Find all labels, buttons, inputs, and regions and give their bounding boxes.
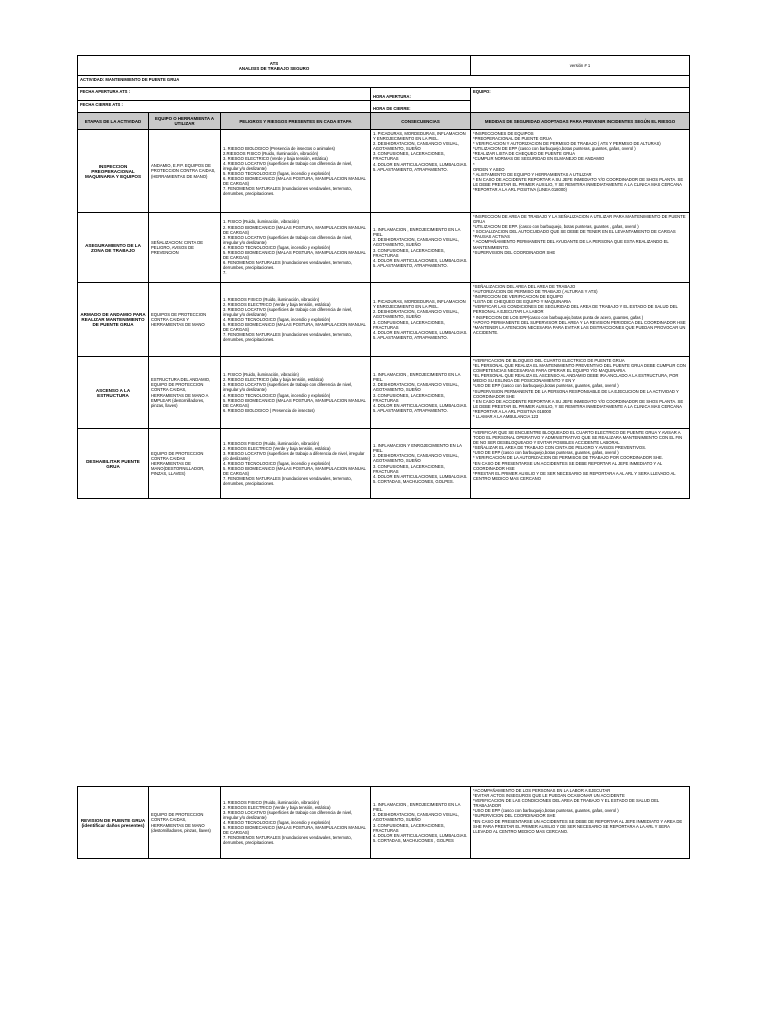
actividad-label: ACTIVIDAD: MANTENIMIENTO DE PUENTE GRUA bbox=[80, 77, 180, 82]
fecha-cierre-label: FECHA CIERRE ATS : bbox=[80, 102, 123, 107]
tools-cell: EQUIPO DE PROTECCION CONTRA CAIDAS HERRAMIENTAS DE MANO(DESTORNILLADOR, PINZAS, LLAVES) bbox=[149, 429, 221, 499]
title-analisis: ANALISIS DE TRABAJO SEGURO bbox=[238, 65, 310, 71]
tools-cell: EQUIPO DE PROTECCION CONTRA CAIDAS, HERRAMIENTAS DE MANO (destornilladores, pinzas, llaves) bbox=[149, 787, 221, 859]
ats-table bbox=[77, 55, 690, 499]
table-row bbox=[78, 787, 690, 859]
tools-cell: SEÑALIZACION: CINTA DE PELIGRO, AVISOS DE PREVENCION bbox=[149, 213, 221, 283]
measures-cell: *SEÑALIZACION DEL AREA DEL AREA DE TRABAJO *AUTORIZACION DE PERMISO DE TRABAJO ( ALTURAS Y ATS) *INSPECCION DE VERIFICACION DE EQUIPO *LISTA DE CHEQUEO DE EQUIPO Y MAQUINARIA *VERIFICAR LAS CONDICIONES DE SEGURIDAD DEL AREA DE TRABAJO Y EL ESTADO DE SALUD DEL PERSONAL A EJECUTAR LA LABOR * INSPECCION DE LOS EPP(casco con barbuquejo,botas punta de acero, guantes, gafas ) *APOYO PERMANENTE DEL SUPERVISOR DEL AREA Y LA REVISION PERIODICA DEL COORDINADOR HSE *MANTENER LA ATENCION NECESARIA PARA EVITAR LAS DISTRACCIONES QUE PUEDAN PROVOCAR UN ACCIDENTE. bbox=[471, 283, 690, 357]
table-row bbox=[78, 283, 690, 357]
tools-cell: ESTRUCTURA DEL ANDAMIO, EQUIPO DE PROTECCION CONTRA CAIDAS, HERRAMIENTAS DE MANO A EMPLEAR (destornilladores, pinzas, llaves) bbox=[149, 357, 221, 429]
table-row bbox=[78, 130, 690, 213]
consequences-cell: 1. PICADURAS, MORDEDURAS, INFLAMACION Y ENROJECIMIENTO EN LA PIEL. 2. DESHIDRATACION, CANSANCIO VISUAL, AGOTAMIENTO, SUEÑO 3. CONFUSIONES, LACERACIONES, FRACTURAS 4. DOLOR EN ARTICULACIONES, LUMBALGIAS. 5. APLASTAMIENTO, ATRAPAMIENTO. bbox=[371, 283, 471, 357]
table-row bbox=[78, 213, 690, 283]
stage-cell: ASCENSO A LA ESTRUCTURA bbox=[78, 357, 149, 429]
version-label: versión # 1 bbox=[569, 62, 591, 68]
hora-apertura-cell bbox=[371, 88, 471, 101]
measures-cell: *ACOMPAÑAMIENTO DE LOS PERSONAS EN LA LABOR A EJECUTAR *EVITAR ACTOS INSEGUROS QUE LE PUEDAN OCASIONAR UN ACCIDENTE *VERIFICACION DE LAS CONDICIONES DEL AREA DE TRABAJO Y EL ESTADO DE SALUD DEL TRABAJADOR *USO DE EPP (casco con barbuquejo,botas punteras, guantes, gafas, overol ) *SUPERVICION DEL COORDINADOR SHE *EN CASO DE PRESENTARSE UN ACCIDENTES SE DEBE DE REPORTAR AL JEFE INMEDIATO Y AREA DE SHE PARA PRESTAR EL PRIMER AUXILIO Y DE SER NECESARIO SE REPORTARA A LA ARL Y SERA LLEVADO AL CENTRO MEDICO MAS CERCANO. bbox=[471, 787, 690, 859]
hazards-cell: 1. RIESGOS FISICO (Ruido, iluminación, vibración) 2. RIESGOS ELECTRICO (Verde y baja tensión, estática) 3. RIESGO LOCATIVO (superficies de trabajo con diferencia de nivel, irregular y/o deslizante) 4. RIESGO TECNOLOGICO (fugas, incendio y explosión) 5. RIESGO BIOMECANICO (MALAS POSTURA, MANIPULACION MANUAL DE CARGAS) 7. FENOMENOS NATURALES (Inundaciones vendavales, terremoto, derrumbes, precipitaciones. bbox=[221, 787, 371, 859]
consequences-cell: 1. INFLAMACION , ENROJECIMIENTO EN LA PIEL. 2. DESHIDRATACION, CANSANCIO VISUAL, AGOTAMIENTO, SUEÑO 3. CONFUSIONES, LACERACIONES, FRACTURAS 4. DOLOR EN ARTICULACIONES, LUMBALGIAS. 5. APLASTAMIENTO, ATRAPAMIENTO. bbox=[371, 357, 471, 429]
hora-apertura-label: HORA APERTURA: bbox=[373, 94, 411, 99]
measures-cell: *VERIFICAR QUE SE ENCUENTRE BLOQUEADO EL CUARTO ELECTRICO DE PUENTE GRUA Y AVISAR A TODO EL PERSONAL OPERATIVO Y ADMINISTRATIVO QUE SE REALIZARA MANTENIMIENTO CON EL FIN DE NO SER DESBLOQUEADO Y EVITAR POSIBLES ACCIDENTE LABORAL *SEÑALIZAR EL AREA DE TRABAJO CON CINTA DE PELIGRO Y AVISOS PREVENTIVOS. *USO DE EPP (casco con barbuquejo,botas punteras, guantes, gafas, overol ) * VERIFICACION DE LA AUTORIZACION DE PERMISOS DE TRABAJO POR COORDINADOR SHE. *EN CASO DE PRESENTARSE UN ACCIDENTES SE DEBE REPORTAR AL JEFE INMEDIATO Y AL COORDINADOR HSE *PRESTAR EL PRIMER AUXILIO Y DE SER NECESARIO SE REPORTARA A AL ARL Y SERA LLEVADO AL CENTRO MEDICO MAS CERCANO bbox=[471, 429, 690, 499]
consequences-cell: 1. INFLAMACION Y ENROJECIMIENTO EN LA PIEL. 2. DESHIDRATACION, CANSANCIO VISUAL, AGOTAMIENTO, SUEÑO 3. CONFUSIONES, LACERACIONES, FRACTURAS 4. DOLOR EN ARTICULACIONES, LUMBALGIAS. 5. CORTADAS, MACHUCONES, GOLPES. bbox=[371, 429, 471, 499]
ats-table-continued bbox=[77, 786, 690, 859]
hazards-cell: 1. FISICO (Ruido, iluminación, vibración) 2. RIESGO ELECTRICO (alta y baja tensión, estática) 3. RIESGO LOCATIVO (superficies de trabajo con diferencia de nivel, irregular y/o deslizante) 4. RIESGO TECNOLOGICO (fugas, incendio y explosión) 5. RIESGO BIOMECANICO (MALAS POSTURA, MANIPULACION MANUAL DE CARGAS) 6. RIESGO BIOLOGICO ( Presencia de insectos) bbox=[221, 357, 371, 429]
stage-cell: INSPECCION PREOPERACIONAL MAQUINARIA Y EQUIPOS bbox=[78, 130, 149, 213]
measures-cell: *VERIFICACION DE BLOQUEO DEL CUARTO ELECTRICO DE PUENTE GRUA *EL PERSONAL QUE REALIZA EL MANTENIMIENTO PREVENTIVO DEL PUENTE GRUA DEBE CUMPLIR CON COMPETENCIAS NECESARIAS PARA OPERAR EL EQUIPO Y/O MAQUINARIA. *EL PERSONAL QUE REALIZA EL ASCENSO AL ANDAMIO DEBE IRA ANCLADO A LA ESTRUCTURA, POR MEDIO SU ESLINGA DE POSICIONAMIENTO Y EN Y *USO DE EPP (casco con barbuquejo,botas punteras, guantes, gafas, overol ) *SUPERVISION PERMANENTE DE LA PERSONA RESPONSABLE DE LA EJECUCION DE LA ACTIVIDAD Y COORDINADOR SHE * EN CASO DE ACCIDENTE REPORTAR A SU JEFE INMEDIATO Y/O COORDINADOR DE SHOS PLANTA. SE LE DEBE PRESTAR EL PRIMER AUXILIO, Y SE REMITIRA INMEDIATAMENTE A LA CLINICA MAS CERCANA *REPORTAR A LA ARL POSITIVA 018000 * LLAMAR A LA AMBULANCIA 123 bbox=[471, 357, 690, 429]
col-peligros: PELIGROS Y RIESGOS PRESENTES EN CADA ETAPA bbox=[221, 113, 371, 130]
consequences-cell: 1. INFLAMACION , ENROJECIMIENTO EN LA PIEL. 2. DESHIDRATACION, CANSANCIO VISUAL, AGOTAMIENTO, SUEÑO 3. CONFUSIONES, LACERACIONES, FRACTURAS 4. DOLOR EN ARTICULACIONES, LUMBALGIAS. 5. APLASTAMIENTO, ATRAPAMIENTO. bbox=[371, 213, 471, 283]
equipo-cell bbox=[471, 88, 690, 113]
col-etapas: ETAPAS DE LA ACTIVIDAD bbox=[78, 113, 149, 130]
hazards-cell: 1. RIESGOS FISICO (Ruido, iluminación, vibración) 2. RIESGOS ELECTRICO (Verde y baja tensión, estática) 3. RIESGO LOCATIVO (superficies de trabajo con diferencia de nivel, irregular y/o deslizante) 4. RIESGO TECNOLOGICO (fugas, incendio y explosión) 5. RIESGO BIOMECANICO (MALAS POSTURA, MANIPULACION MANUAL DE CARGAS) 7. FENOMENOS NATURALES (Inundaciones vendavales, terremoto, derrumbes, precipitaciones. bbox=[221, 283, 371, 357]
actividad-cell bbox=[78, 76, 690, 88]
hora-cierre-label: HORA DE CIERRE: bbox=[373, 106, 411, 111]
measures-cell: *INSPECCION DE AREA DE TRABAJO Y LA SEÑALIZACION A UTILIZAR PARA MANTENIMIENTO DE PUENTE GRUA *UTILIZACION DE EPP. (casco con barbuquejo, botas punteras, guantes , gafas, overol ) * SOCIALIZACION DEL AUTOCUIDADO QUE SE DEBE DE TENER EN EL LEVANTAMIENTO DE CARGAS *PAUSAS ACTIVAS * ACOMPAÑAMIENTO PERMANENTE DEL AYUDANTE DE LA PERSONA QUE ESTA REALIZANDO EL MANTENIMIENTO. *SUPERVISION DEL COORDINADOR SHE bbox=[471, 213, 690, 283]
title-cell bbox=[78, 56, 471, 76]
measures-cell: *INSPECCIONES DE EQUIPOS *PREOPERACIONAL DE PUENTE GRUA * VERIFICACION Y AUTORIZACION DE PERMISO DE TRABAJO ( ATS Y PERMISO DE ALTURAS) *UTILIZACION DE EPP (casco con barbuquejo,botas punteras, guantes, gafas, overol ) *REALIZAR LISTA DE CHEQUEO DE PUENTE GRUA *CUMPLIR NORMAS DE SEGURIDAD EN ELMANEJO DE ANDAMIO * ORDEN Y ASEO * ALISTAMIENTO DE EQUIPO Y HERRAMIENTAS A UTILIZAR * EN CASO DE ACCIDENTE REPORTAR A SU JEFE INMEDIATO Y/O COORDINADOR DE SHOS PLANTA. SE LE DEBE PRESTAR EL PRIMER AUXILIO, Y SE REMITIRA INMEDIATAMENTE A LA CLINICA MAS CERCANA *REPORTAR A LA ARL POSITIVA (LINEA 018000) bbox=[471, 130, 690, 213]
stage-cell: REVISION DE PUENTE GRUA (identificar daños presentes) bbox=[78, 787, 149, 859]
title-ats: ATS bbox=[269, 60, 279, 66]
consequences-cell: 1. INFLAMACION , ENROJECIMIENTO EN LA PIEL. 2. DESHIDRATACION, CANSANCIO VISUAL, AGOTAMIENTO, SUEÑO 3. CONFUSIONES, LACERACIONES, FRACTURAS 4. DOLOR EN ARTICULACIONES, LUMBALGIAS. 5. CORTADAS, MACHUCONES , GOLPES bbox=[371, 787, 471, 859]
version-cell bbox=[471, 56, 690, 76]
table-row bbox=[78, 357, 690, 429]
table-row bbox=[78, 429, 690, 499]
fecha-cierre-cell bbox=[78, 101, 371, 113]
fecha-apertura-label: FECHA APERTURA ATS : bbox=[80, 89, 131, 94]
consequences-cell: 1. PICADURAS, MORDEDURAS, INFLAMACION Y ENROJECIMIENTO EN LA PIEL. 2. DESHIDRATACION, CANSANCIO VISUAL, AGOTAMIENTO, SUEÑO 3. CONFUSIONES, LACERACIONES, FRACTURAS 4. DOLOR EN ARTICULACIONES, LUMBALGIAS. 5. APLASTAMIENTO, ATRAPAMIENTO. bbox=[371, 130, 471, 213]
equipo-label: EQUIPO: bbox=[473, 89, 491, 94]
stage-cell: ARMADO DE ANDAMIO PARA REALIZAR MANTENIMIENTO DE PUENTE GRUA bbox=[78, 283, 149, 357]
col-consecuencias: CONSECUENCIAS bbox=[371, 113, 471, 130]
hazards-cell: 1. RIESGOS FISICO (Ruido, iluminación, vibración) 2. RIESGOS ELECTRICO (Verde y baja tensión, estática) 3. RIESGO LOCATIVO (superficies de trabajo a diferencia de nivel, irregular y/o deslizante) 4. RIESGO TECNOLOGICO (fugas, incendio y explosión) 5. RIESGO BIOMECANICO (MALAS POSTURA, MANIPULACION MANUAL DE CARGAS) 7. FENOMENOS NATURALES (Inundaciones vendavales, terremoto, derrumbes, precipitaciones. bbox=[221, 429, 371, 499]
tools-cell: ANDAMIO, E.P.P. EQUIPOS DE PROTECCION CONTRA CAIDAS, (HERRAMIENTAS DE MANO) bbox=[149, 130, 221, 213]
fecha-apertura-cell bbox=[78, 88, 371, 101]
stage-cell: DESHABILITAR PUENTE GRUA bbox=[78, 429, 149, 499]
col-medidas: MEDIDAS DE SEGURIDAD ADOPTADAS PARA PREVENIR INCIDENTES SEGÚN EL RIESGO bbox=[471, 113, 690, 130]
tools-cell: EQUIPOS DE PROTECCION CONTRA CAIDAS Y HERRAMIENTAS DE MANO bbox=[149, 283, 221, 357]
stage-cell: ASEGURAMIENTO DE LA ZONA DE TRABAJO bbox=[78, 213, 149, 283]
col-equipo: EQUIPO O HERRAMIENTA A UTILIZAR bbox=[149, 113, 221, 130]
hazards-cell: 1. FISICO (Ruido, iluminación, vibración) 2. RIESGO BIOMECANICO (MALAS POSTURA, MANIPULACION MANUAL DE CARGAS) 3. RIESGO LOCATIVO (superficies de trabajo con diferencia de nivel, irregular y/o deslizante) 4. RIESGO TECNOLOGICO (fugas, incendio y explosión) 5. RIESGO BIOMECANICO (MALAS POSTURA, MANIPULACION MANUAL DE CARGAS) 6. FENOMENOS NATURALES (Inundaciones vendavales, terremoto, derrumbes, precipitaciones. 7. bbox=[221, 213, 371, 283]
hazards-cell: 1. RIESGO BIOLOGICO (Presencia de insectos o animales) 2.RIESGOS FISICO (Ruido, Iluminación, vibración) 3. RIESGO ELECTRICO (Verde y baja tensión, estática) 4. RIESGO LOCATIVO (superficies de trabajo con diferencia de nivel, irregular y/o deslizante) 5. RIESGO TECNOLOGICO (fugas, incendio y explosión) 6. RIESGO BIOMECANICO (MALAS POSTURA, MANIPULACION MANUAL DE CARGAS) 7. FENOMENOS NATURALES (Inundaciones vendavales, terremoto, derrumbes, precipitaciones. bbox=[221, 130, 371, 213]
hora-cierre-cell bbox=[371, 101, 471, 113]
